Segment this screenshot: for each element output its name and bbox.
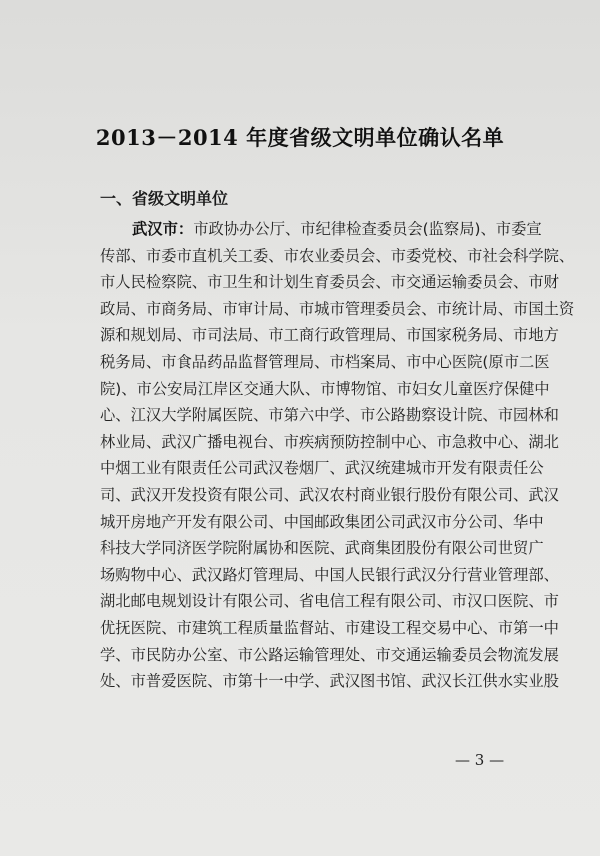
text-line: 科技大学同济医学院附属协和医院、武商集团股份有限公司世贸广 xyxy=(100,539,544,558)
city-label: 武汉市： xyxy=(132,220,194,238)
section-heading: 一、省级文明单位 xyxy=(100,189,229,208)
text-line: 城开房地产开发有限公司、中国邮政集团公司武汉市分公司、华中 xyxy=(100,512,544,531)
text-line: 司、武汉开发投资有限公司、武汉农村商业银行股份有限公司、武汉 xyxy=(100,485,559,504)
text-line: 政局、市商务局、市审计局、市城市管理委员会、市统计局、市国土资 xyxy=(100,299,575,318)
text-line: 传部、市委市直机关工委、市农业委员会、市委党校、市社会科学院、 xyxy=(100,246,575,265)
text-line: 场购物中心、武汉路灯管理局、中国人民银行武汉分行营业管理部、 xyxy=(100,565,559,584)
body-text xyxy=(100,216,575,695)
text-line: 学、市民防办公室、市公路运输管理处、市交通运输委员会物流发展 xyxy=(100,645,559,664)
text-line: 林业局、武汉广播电视台、市疾病预防控制中心、市急救中心、湖北 xyxy=(100,432,559,451)
text-line: 源和规划局、市司法局、市工商行政管理局、市国家税务局、市地方 xyxy=(100,326,559,345)
text-line: 处、市普爱医院、市第十一中学、武汉图书馆、武汉长江供水实业股 xyxy=(100,672,559,691)
line-text: 市政协办公厅、市纪律检查委员会(监察局)、市委宣 xyxy=(193,220,542,238)
text-line: 湖北邮电规划设计有限公司、省电信工程有限公司、市汉口医院、市 xyxy=(100,592,559,611)
text-line: 院)、市公安局江岸区交通大队、市博物馆、市妇女儿童医疗保健中 xyxy=(100,379,550,398)
text-line: 市人民检察院、市卫生和计划生育委员会、市交通运输委员会、市财 xyxy=(100,273,559,292)
text-line: 税务局、市食品药品监督管理局、市档案局、市中心医院(原市二医 xyxy=(100,352,550,371)
page-number: — 3 — xyxy=(455,751,505,769)
text-line xyxy=(100,216,542,243)
text-line: 心、江汉大学附属医院、市第六中学、市公路勘察设计院、市园林和 xyxy=(100,406,559,425)
page-title: 2013－2014 年度省级文明单位确认名单 xyxy=(95,125,505,150)
text-line: 优抚医院、市建筑工程质量监督站、市建设工程交易中心、市第一中 xyxy=(100,618,559,637)
text-line: 中烟工业有限责任公司武汉卷烟厂、武汉统建城市开发有限责任公 xyxy=(100,459,544,478)
